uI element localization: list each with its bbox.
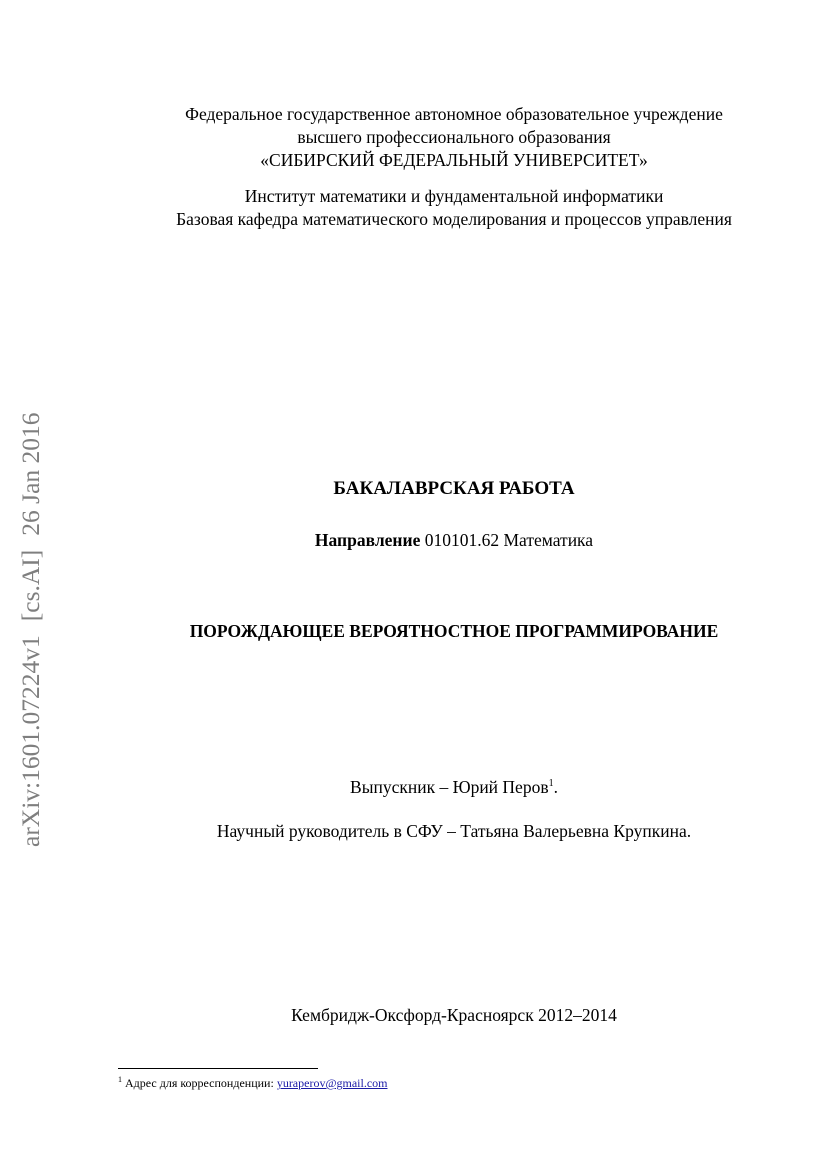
place-and-years: Кембридж-Оксфорд-Красноярск 2012–2014 <box>291 1005 617 1025</box>
header-organization-line-1: Федеральное государственное автономное образовательное учреждение <box>185 104 723 124</box>
header-organization-line-2: высшего профессионального образования <box>297 127 611 147</box>
graduate-text: Выпускник – Юрий Перов <box>350 777 549 797</box>
university-name: «СИБИРСКИЙ ФЕДЕРАЛЬНЫЙ УНИВЕРСИТЕТ» <box>260 150 648 170</box>
department-name: Базовая кафедра математического моделирования и процессов управления <box>176 209 732 229</box>
graduate-line <box>0 776 828 798</box>
arxiv-date: 26 Jan 2016 <box>16 412 45 536</box>
graduate-footnote-mark[interactable]: 1 <box>548 778 554 790</box>
direction-line <box>0 529 828 551</box>
direction-label: Направление <box>314 530 421 550</box>
thesis-topic: ПОРОЖДАЮЩЕЕ ВЕРОЯТНОСТНОЕ ПРОГРАММИРОВАНИЕ <box>189 621 719 641</box>
footnote-divider <box>118 1068 318 1069</box>
supervisor-line: Научный руководитель в СФУ – Татьяна Валерьевна Крупкина. <box>216 821 692 841</box>
email-link[interactable]: yuraperov@gmail.com <box>276 1076 388 1090</box>
footnote-mark: 1 <box>118 1075 122 1084</box>
work-type-heading: БАКАЛАВРСКАЯ РАБОТА <box>333 478 575 499</box>
footnote-text: Адрес для корреспонденции: <box>125 1076 277 1090</box>
institute-name: Институт математики и фундаментальной информатики <box>244 186 664 206</box>
direction-value: 010101.62 Математика <box>424 530 594 550</box>
arxiv-id: arXiv:1601.07224v1 <box>16 635 45 847</box>
footnote <box>118 1075 388 1091</box>
graduate-end: . <box>553 777 558 797</box>
arxiv-category: [cs.AI] <box>16 549 45 622</box>
